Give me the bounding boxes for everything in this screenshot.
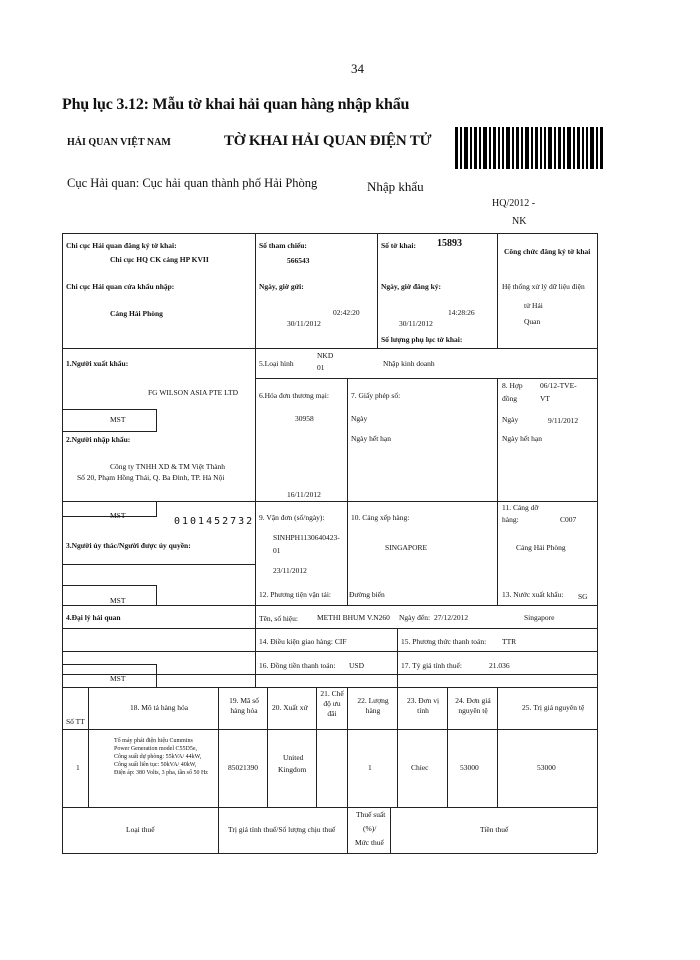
trustee-label: 3.Người ủy thác/Người được ủy quyền: xyxy=(66,541,191,550)
customs-department: Cục Hải quan: Cục hải quan thành phố Hải Phòng xyxy=(67,176,318,190)
system-note-2: tử Hải xyxy=(524,301,543,310)
row-desc-4: Công suất liên tục: 50kVA/ 40kW, xyxy=(114,762,197,768)
tax-taxable-header: Trị giá tính thuế/Số lượng chịu thuế xyxy=(228,825,336,834)
row-hs-code: 85021390 xyxy=(228,763,258,772)
registration-time: 14:28:26 xyxy=(448,308,475,317)
row-unit: Chiec xyxy=(411,763,429,772)
payment-value: TTR xyxy=(502,637,517,646)
tax-rate-header: Thuế suất xyxy=(356,810,386,819)
loading-port-label: 10. Cảng xếp hàng: xyxy=(351,513,410,522)
importer-name: Công ty TNHH XD & TM Việt Thành xyxy=(110,462,226,471)
importer-mst-label: MST xyxy=(110,511,126,520)
transport-label: 12. Phương tiện vận tải: xyxy=(259,590,331,599)
payment-label: 15. Phương thức thanh toán: xyxy=(401,637,487,646)
export-country-code: SG xyxy=(578,592,588,601)
branch-label: Chi cục Hải quan đăng ký tờ khai: xyxy=(66,241,177,250)
bill-of-lading-label: 9. Vận đơn (số/ngày): xyxy=(259,513,325,522)
type-value: Nhập kinh doanh xyxy=(383,359,435,368)
sent-time: 02:42:20 xyxy=(333,308,360,317)
importer-label: 2.Người nhập khẩu: xyxy=(66,435,131,444)
bill-of-lading-value: SINHPH1130640423- xyxy=(273,533,340,542)
col-no-header: Số TT xyxy=(66,717,85,726)
col-price-header: 24. Đơn giá nguyên tệ xyxy=(455,696,491,715)
row-desc-3: Công suất dự phòng: 55kVA/ 44kW, xyxy=(114,754,202,760)
sent-date: 30/11/2012 xyxy=(287,319,321,328)
contract-label: 8. Hợp xyxy=(502,381,523,390)
tax-amount-header: Tiền thuế xyxy=(480,825,509,834)
col-qty-header: 22. Lượng hàng xyxy=(357,696,389,715)
page-number: 34 xyxy=(351,61,364,76)
system-note: Hệ thống xử lý dữ liệu điện xyxy=(502,282,585,291)
appendix-count-label: Số lượng phụ lục tờ khai: xyxy=(381,335,463,344)
unloading-port-value: Cảng Hải Phòng xyxy=(516,543,566,552)
currency-value: USD xyxy=(349,661,365,670)
rate-label: 17. Tỷ giá tính thuế: xyxy=(401,661,462,670)
type-label: 5.Loại hình xyxy=(259,359,294,368)
barcode-icon xyxy=(455,127,647,169)
gate-value: Cảng Hải Phòng xyxy=(110,309,163,318)
form-code: HQ/2012 - xyxy=(492,198,536,209)
arrival-date: 27/12/2012 xyxy=(434,613,469,622)
col-origin-header: 20. Xuất xứ xyxy=(272,703,308,712)
branch-value: Chi cục HQ CK cảng HP KVII xyxy=(110,255,209,264)
importer-mst: 0101452732 xyxy=(174,516,255,527)
arrival-label: Ngày đến: xyxy=(399,613,431,622)
export-country-label: 13. Nước xuất khẩu: xyxy=(502,590,564,599)
exporter-label: 1.Người xuất khẩu: xyxy=(66,359,129,368)
tax-type-header: Loại thuế xyxy=(126,825,155,834)
row-quantity: 1 xyxy=(368,763,372,772)
row-no: 1 xyxy=(76,763,80,772)
registration-label: Ngày, giờ đăng ký: xyxy=(381,282,441,291)
transport-value: Đường biển xyxy=(349,590,385,599)
contract-date-label: Ngày xyxy=(502,415,519,424)
col-value-header: 25. Trị giá nguyên tệ xyxy=(522,703,585,712)
declaration-form xyxy=(62,233,597,853)
form-title: TỜ KHAI HẢI QUAN ĐIỆN TỬ xyxy=(224,133,432,149)
bill-of-lading-value-2: 01 xyxy=(273,546,281,555)
license-label: 7. Giấy phép số: xyxy=(351,391,401,400)
unloading-port-label-2: hàng: xyxy=(502,515,519,524)
vessel-label: Tên, số hiệu: xyxy=(259,614,298,623)
license-date: Ngày xyxy=(351,414,368,423)
customs-agency: HẢI QUAN VIỆT NAM xyxy=(67,137,171,148)
row-desc-5: Điện áp: 380 Volts, 3 pha, tần số 50 Hz xyxy=(114,770,208,776)
row-unit-price: 53000 xyxy=(460,763,479,772)
unloading-port-code: C007 xyxy=(560,515,577,524)
invoice-date: 16/11/2012 xyxy=(287,490,321,499)
sent-label: Ngày, giờ gửi: xyxy=(259,282,304,291)
appendix-title: Phụ lục 3.12: Mẫu tờ khai hải quan hàng nhập khẩu xyxy=(62,96,410,113)
col-hs-header: 19. Mã số hàng hóa xyxy=(229,696,259,715)
row-desc-2: Power Generation model C55D5e, xyxy=(114,746,197,752)
contract-expiry: Ngày hết hạn xyxy=(502,434,542,443)
tax-rate-header-2: (%)/ xyxy=(363,824,377,833)
agent-label: 4.Đại lý hải quan xyxy=(66,613,121,622)
row-origin: United xyxy=(283,753,304,762)
type-code-2: 01 xyxy=(317,363,325,372)
gate-label: Chi cục Hải quan cửa khẩu nhập: xyxy=(66,282,175,291)
registration-date: 30/11/2012 xyxy=(399,319,433,328)
system-note-3: Quan xyxy=(524,317,541,326)
importer-address: Số 20, Phạm Hồng Thái, Q. Ba Đình, TP. Hà Nội xyxy=(77,473,225,482)
row-value: 53000 xyxy=(537,763,556,772)
contract-label-2: đồng xyxy=(502,394,517,403)
reference-label: Số tham chiếu: xyxy=(259,241,307,250)
row-desc-1: Tổ máy phát điện hiệu Cummins xyxy=(114,738,193,744)
currency-label: 16. Đồng tiền thanh toán: xyxy=(259,661,336,670)
row-origin-2: Kingdom xyxy=(278,765,307,774)
declaration-number: 15893 xyxy=(437,238,462,249)
declaration-type: Nhập khẩu xyxy=(367,179,424,194)
col-pref-header: 21. Chế độ ưu đãi xyxy=(320,689,344,718)
loading-port-value: SINGAPORE xyxy=(385,543,428,552)
reference-value: 566543 xyxy=(287,256,310,265)
vessel-value: METHI BHUM V.N260 xyxy=(317,613,390,622)
form-code-suffix: NK xyxy=(512,216,527,227)
bill-of-lading-date: 23/11/2012 xyxy=(273,566,307,575)
exporter-name: FG WILSON ASIA PTE LTD xyxy=(148,388,239,397)
type-code: NKD xyxy=(317,351,334,360)
license-expiry: Ngày hết hạn xyxy=(351,434,391,443)
export-country-value: Singapore xyxy=(524,613,555,622)
agent-mst-label: MST xyxy=(110,674,126,683)
invoice-label: 6.Hóa đơn thương mại: xyxy=(259,391,329,400)
delivery-terms: 14. Điều kiện giao hàng: CIF xyxy=(259,637,347,646)
trustee-mst-label: MST xyxy=(110,596,126,605)
contract-date: 9/11/2012 xyxy=(548,416,579,425)
invoice-value: 30958 xyxy=(295,414,314,423)
declaration-number-label: Số tờ khai: xyxy=(381,241,416,250)
rate-value: 21.036 xyxy=(489,661,510,670)
tax-rate-header-3: Mức thuế xyxy=(355,838,384,847)
contract-value: 06/12-TVE- xyxy=(540,381,577,390)
officer-label: Công chức đăng ký tờ khai xyxy=(504,247,591,256)
col-desc-header: 18. Mô tả hàng hóa xyxy=(130,703,189,712)
exporter-mst-label: MST xyxy=(110,415,126,424)
contract-value-2: VT xyxy=(540,394,550,403)
unloading-port-label: 11. Cảng dỡ xyxy=(502,503,539,512)
col-unit-header: 23. Đơn vị tính xyxy=(406,696,440,715)
